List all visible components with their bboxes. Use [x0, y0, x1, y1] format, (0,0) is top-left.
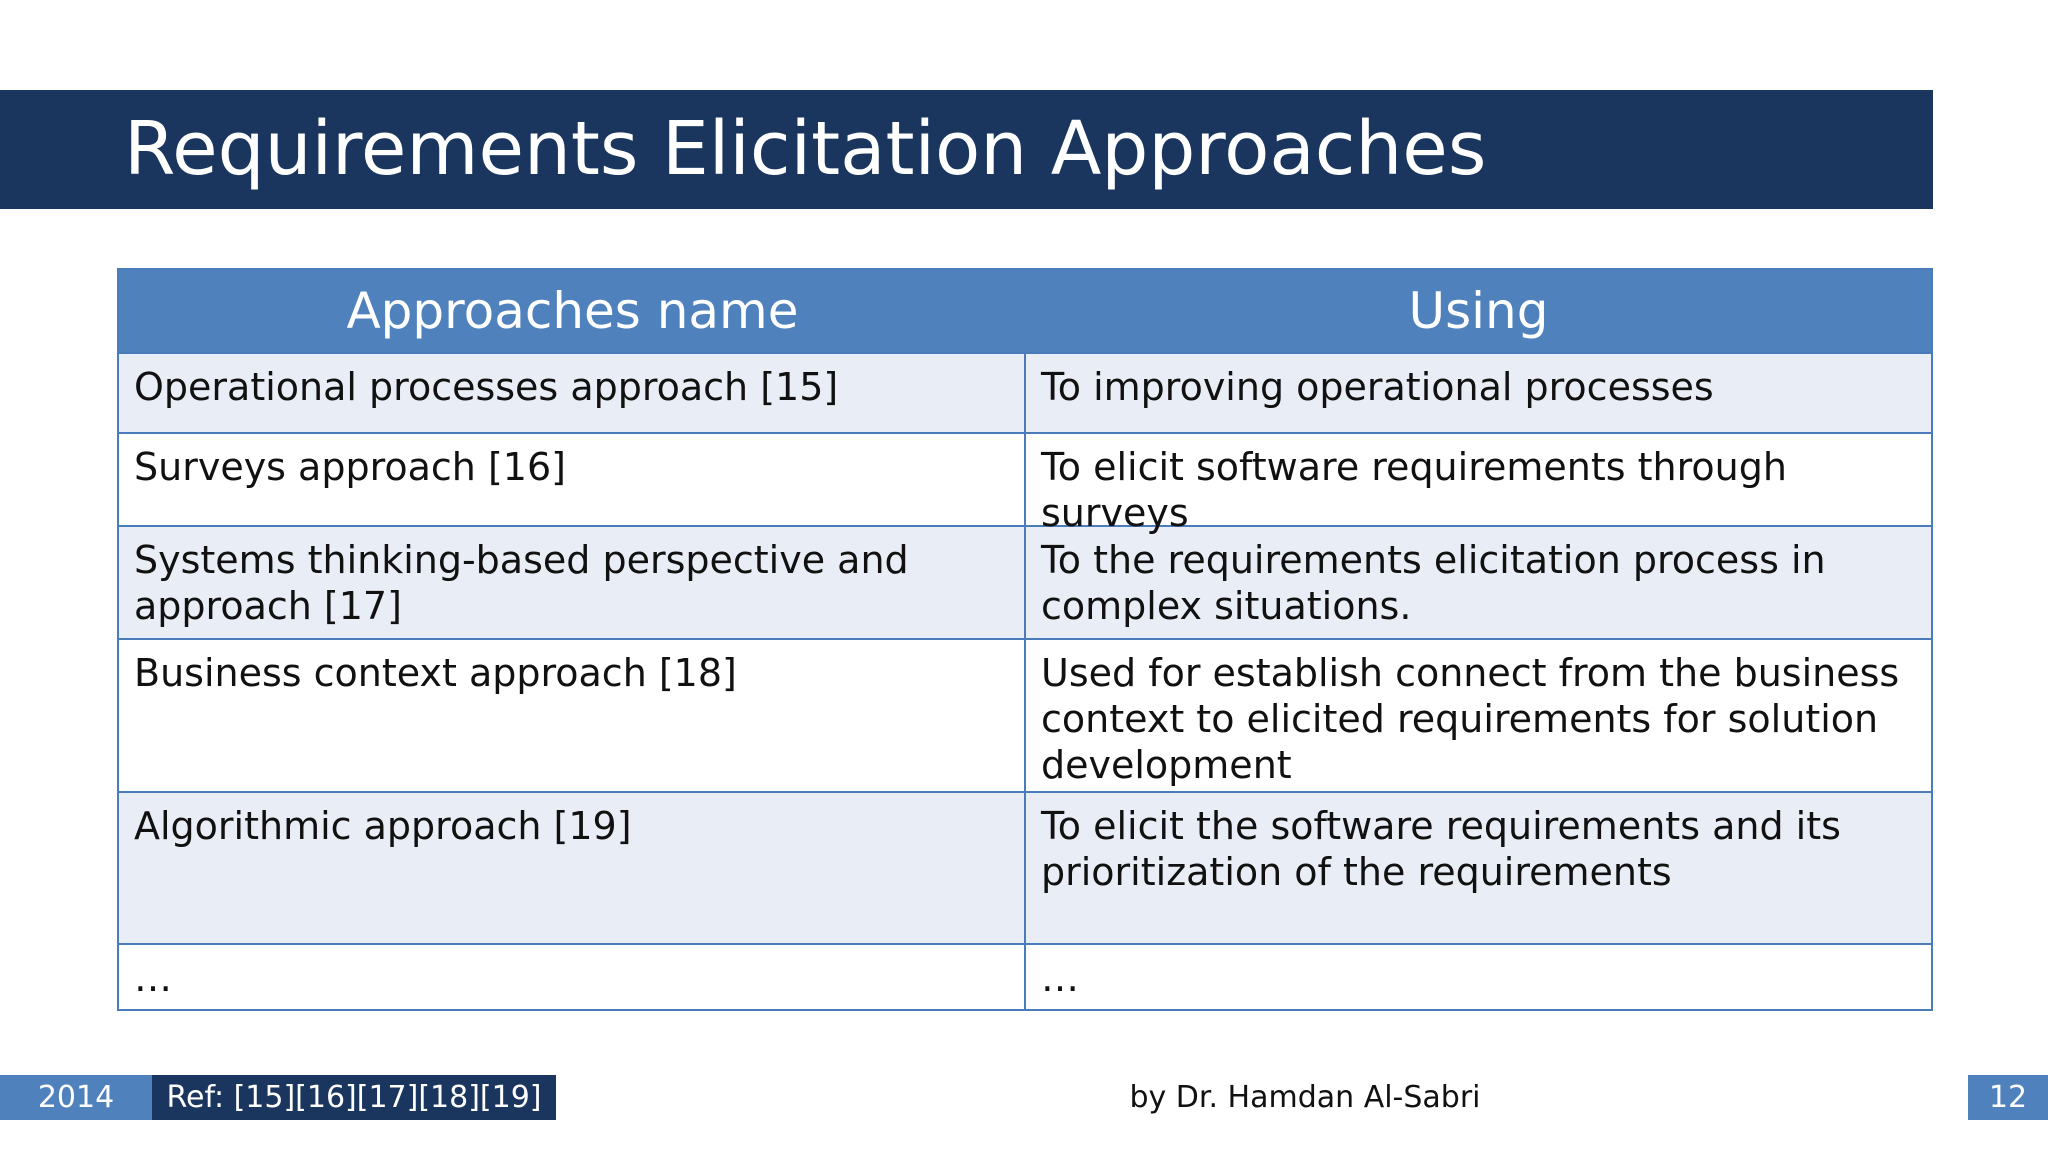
approach-name-cell: Algorithmic approach [19] — [119, 793, 1026, 943]
header-approaches-name: Approaches name — [346, 282, 799, 340]
table-row — [119, 525, 1931, 638]
title-bar — [0, 90, 1933, 209]
approach-using-cell: To elicit the software requirements and its prioritization of the requirements — [1041, 804, 1841, 894]
footer-year: 2014 — [0, 1075, 152, 1120]
footer-references: Ref: [15][16][17][18][19] — [152, 1075, 556, 1120]
header-using: Using — [1408, 282, 1549, 340]
approach-name-cell: Surveys approach [16] — [119, 434, 1026, 525]
approach-using-cell: To improving operational processes — [1041, 365, 1714, 409]
approaches-table — [117, 268, 1933, 1011]
approach-using-cell: To the requirements elicitation process in complex situations. — [1041, 538, 1826, 628]
slide-title: Requirements Elicitation Approaches — [124, 106, 1487, 192]
approach-name-cell: Systems thinking-based perspective and approach [17] — [119, 527, 1026, 638]
page-number: 12 — [1968, 1075, 2048, 1120]
approach-using-cell: To elicit software requirements through surveys — [1041, 445, 1787, 535]
approach-using-cell: … — [1041, 956, 1079, 1000]
footer-author: by Dr. Hamdan Al-Sabri — [1129, 1080, 1481, 1115]
approach-name-cell: … — [119, 945, 1026, 1009]
table-row — [119, 432, 1931, 535]
table-header-row — [119, 270, 1931, 352]
approach-using-cell: Used for establish connect from the business context to elicited requirements for solution development — [1041, 651, 1900, 787]
table-row — [119, 791, 1931, 943]
table-row — [119, 638, 1931, 791]
approach-name-cell: Operational processes approach [15] — [119, 354, 1026, 432]
table-row — [119, 943, 1931, 1009]
approach-name-cell: Business context approach [18] — [119, 640, 1026, 791]
table-row — [119, 352, 1931, 432]
